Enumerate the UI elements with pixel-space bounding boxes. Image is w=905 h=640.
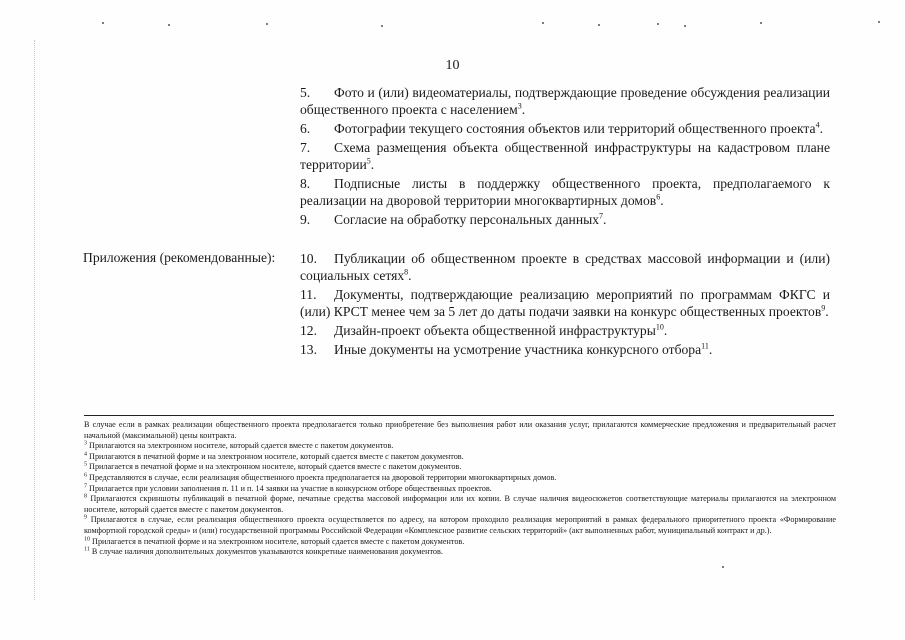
scan-speck	[168, 24, 170, 26]
footnote	[84, 462, 836, 473]
item-tail: .	[370, 157, 375, 172]
item-text: Фото и (или) видеоматериалы, подтверждающие проведение обсуждения реализации общественного проекта с населением	[300, 85, 830, 117]
item-text: Иные документы на усмотрение участника конкурсного отбора	[334, 342, 702, 357]
item-tail: .	[521, 102, 526, 117]
list-item	[300, 250, 830, 284]
item-text: Согласие на обработку персональных данных	[334, 212, 600, 227]
footnote	[84, 452, 836, 463]
scan-speck	[542, 22, 544, 24]
item-number: 9.	[300, 212, 311, 227]
footnote-mark: 8	[84, 493, 87, 500]
item-number: 8.	[300, 176, 311, 191]
item-number: 10.	[300, 251, 317, 266]
recommended-attachments-label: Приложения (рекомендованные):	[83, 250, 276, 265]
scan-speck	[878, 21, 880, 23]
footnote	[84, 547, 836, 558]
footnote-text: В случае наличия дополнительных документов указываются конкретные наименования документов.	[91, 547, 443, 557]
footnote-text: Прилагается при условии заполнения п. 11 и п. 14 заявки на участие в конкурсном отборе общественных проектов.	[89, 483, 492, 493]
list-item	[300, 322, 830, 339]
footnote-divider	[84, 415, 834, 416]
item-number: 7.	[300, 140, 311, 155]
footnote-mark: 7	[84, 482, 87, 489]
list-item	[300, 341, 830, 358]
item-number: 13.	[300, 342, 317, 357]
list-item	[300, 139, 830, 173]
footnote-mark: 9	[84, 514, 87, 521]
item-number: 5.	[300, 85, 311, 100]
footnote-ref: 9	[821, 303, 826, 313]
footnote-text: Прилагается в печатной форме и на электронном носителе, который сдается вместе с пакетом документов.	[89, 462, 462, 472]
footnotes-block	[84, 420, 836, 558]
item-number: 12.	[300, 323, 317, 338]
item-tail: .	[708, 342, 713, 357]
list-item	[300, 286, 830, 320]
item-tail: .	[408, 268, 412, 283]
item-tail: .	[663, 323, 668, 338]
item-text: Подписные листы в поддержку общественного проекта, предполагаемого к реализации на дворовой территории многоквартирных домов	[300, 176, 830, 208]
footnote-ref: 10	[655, 322, 664, 332]
scan-speck	[722, 566, 724, 568]
footnote-ref: 4	[815, 120, 820, 130]
footnote-ref: 7	[599, 211, 604, 221]
scan-speck	[102, 22, 104, 24]
footnote	[84, 494, 836, 515]
footnote-mark: 6	[84, 472, 87, 479]
list-item	[300, 120, 830, 137]
footnote-mark: 3	[84, 440, 87, 447]
scan-speck	[598, 24, 600, 26]
item-tail: .	[660, 193, 664, 208]
item-text: Дизайн-проект объекта общественной инфраструктуры	[334, 323, 656, 338]
footnote-ref: 6	[656, 192, 661, 202]
scan-speck	[760, 22, 762, 24]
footnote-text: Прилагаются в случае, если реализация общественного проекта осуществляется по адресу, на котором проходило реализация мероприятий в рамках федерального приоритетного проекта «Формирование комфортной городской среды» и (или) государственной программы Российской Федерации «Комплексное развитие сельских территорий» (акт выполненных работ, муниципальный контракт и др.).	[84, 515, 836, 535]
item-tail: .	[825, 304, 829, 319]
item-text: Фотографии текущего состояния объектов или территорий общественного проекта	[334, 121, 816, 136]
footnote-mark: 5	[84, 461, 87, 468]
footnote	[84, 441, 836, 452]
footnote-text: Прилагаются скриншоты публикаций в печатной форме, печатные средства массовой информации или их копии. В случае наличия видеосюжетов соответствующие материалы прилагаются на электронном носителе, который сдается вместе с пакетом документов.	[84, 494, 837, 514]
scan-speck	[266, 23, 268, 25]
footnote-mark: 10	[84, 535, 90, 542]
recommended-attachments-list	[300, 250, 830, 360]
list-item	[300, 84, 830, 118]
footnote	[84, 484, 836, 495]
page-number: 10	[445, 58, 460, 73]
scan-edge	[34, 40, 36, 600]
footnote-text: Прилагаются в печатной форме и на электронном носителе, который сдается вместе с пакетом документов.	[89, 451, 464, 461]
footnote-ref: 3	[517, 101, 522, 111]
footnote-ref: 11	[701, 341, 709, 351]
list-item	[300, 211, 830, 228]
footnote-ref: 8	[404, 267, 409, 277]
footnote	[84, 420, 836, 441]
footnote-mark: 4	[84, 451, 87, 458]
item-text: Публикации об общественном проекте в средствах массовой информации и (или) социальных сетях	[300, 251, 830, 283]
footnote-ref: 5	[366, 156, 371, 166]
required-attachments-list	[300, 84, 830, 230]
scan-speck	[684, 25, 686, 27]
scan-speck	[657, 23, 659, 25]
list-item	[300, 175, 830, 209]
footnote-mark: 11	[84, 546, 90, 553]
item-text: Документы, подтверждающие реализацию мероприятий по программам ФКГС и (или) КРСТ менее чем за 5 лет до даты подачи заявки на конкурс общественных проектов	[300, 287, 830, 319]
item-text: Схема размещения объекта общественной инфраструктуры на кадастровом плане территории	[300, 140, 830, 172]
footnote	[84, 473, 836, 484]
footnote-text: Представляются в случае, если реализация общественного проекта предполагается на дворовой территории многоквартирных домов.	[89, 472, 557, 482]
footnote	[84, 515, 836, 536]
item-number: 11.	[300, 287, 317, 302]
scan-speck	[381, 25, 383, 27]
footnote-text: Прилагаются на электронном носителе, который сдается вместе с пакетом документов.	[89, 441, 394, 451]
item-tail: .	[819, 121, 823, 136]
footnote-text: В случае если в рамках реализации общественного проекта предполагается только приобретение без выполнения работ или оказания услуг, прилагаются коммерческие предложения и предварительный расчет начальной (максимальной) цены контракта.	[84, 420, 836, 440]
footnote-text: Прилагается в печатной форме и на электронном носителе, который сдается вместе с пакетом документов.	[92, 536, 465, 546]
footnote	[84, 537, 836, 548]
item-number: 6.	[300, 121, 311, 136]
item-tail: .	[603, 212, 607, 227]
